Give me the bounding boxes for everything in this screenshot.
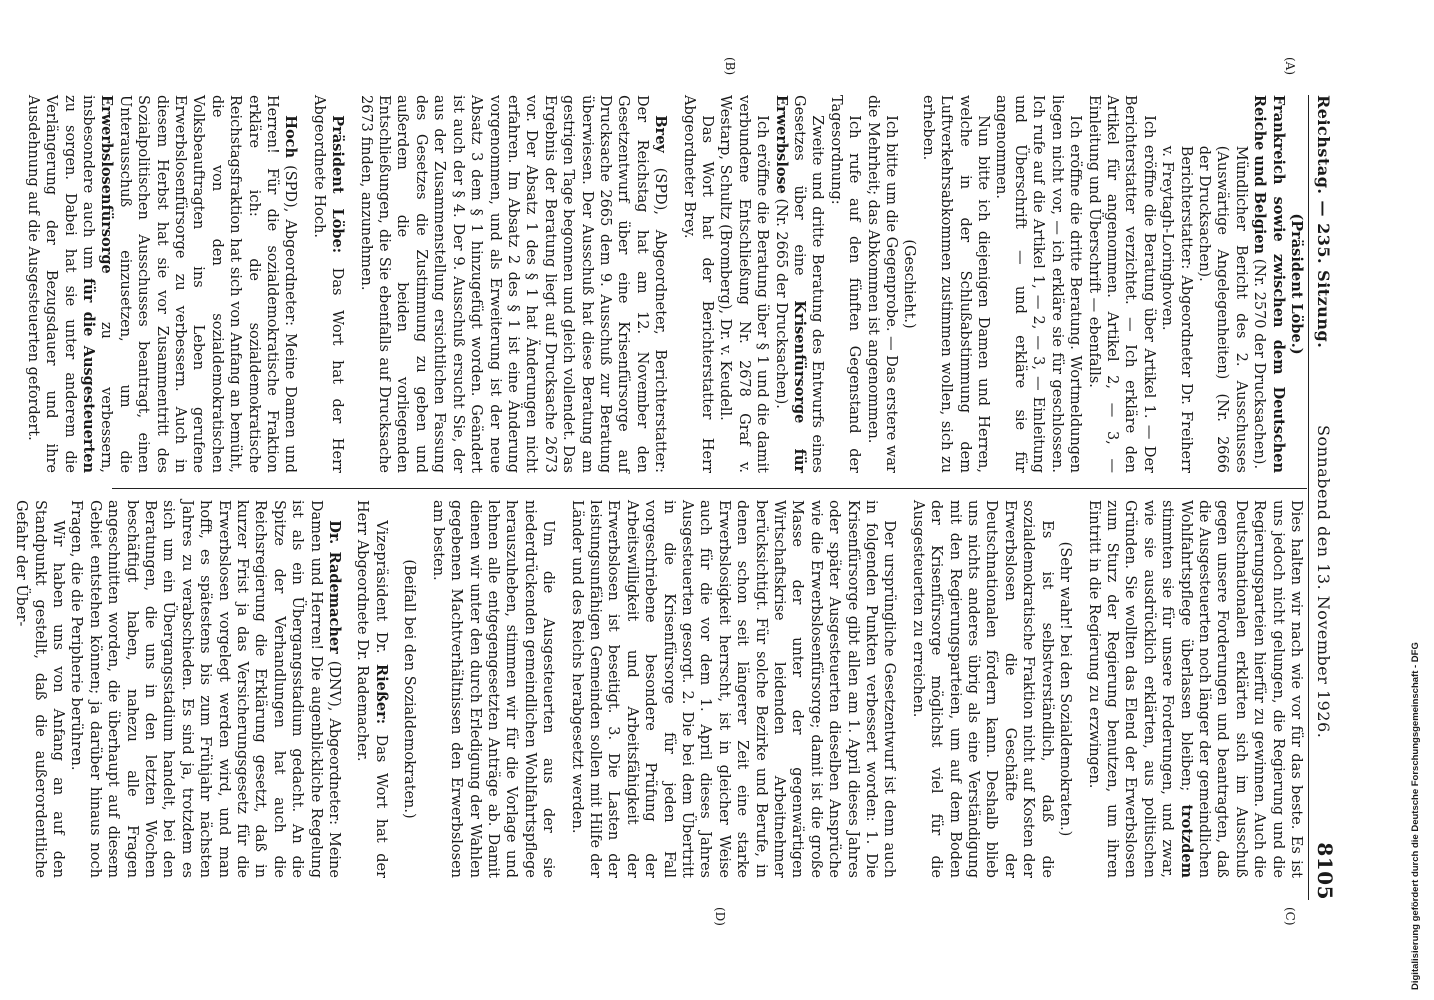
agenda-intro: Zweite und dritte Beratung des Entwurfs eines Gesetzes über eine: [791, 95, 826, 473]
paragraph: Ich rufe auf den fünften Gegenstand der Tagesordnung:: [827, 95, 863, 473]
left-column: [23, 95, 1305, 473]
paragraph: Ich eröffne die dritte Beratung. Wortmeldungen liegen nicht vor, — ich erkläre sie für geschlossen. Ich rufe auf die Artikel 1, — 2, — 3, — Einleitung und Überschrift — und erkläre sie für angenommen.: [993, 95, 1084, 473]
rotated-page: [13, 57, 1337, 926]
right-column: [12, 500, 1305, 878]
header-rule: [1308, 95, 1309, 900]
paragraph: Ich bitte um die Gegenprobe. — Das erstere war die Mehrheit; das Abkommen ist angenommen.: [864, 95, 900, 473]
agenda-ref: (Nr. 2570 der Drucksachen).: [1251, 258, 1268, 470]
emphasis: für die Ausgesteuerten: [80, 278, 97, 474]
speech-text: (SPD), Abgeordneter: Meine Damen und Herren! Für die sozialdemokratische Fraktion erkläre ich: die sozialdemokratische Reichstagsfraktion hat sich von Anfang an bemüht, die von den sozialdemokratischen Volksbeauftragten ins Leben gerufene Erwerbslosenfürsorge zu verbessern. Auch in diesem Herbst hat sie vor Zusammentritt des Sozialpolitischen Ausschusses beantragt, einen Unterausschuß einzusetzen, um die: [116, 95, 299, 474]
speech-text: Das Wort hat der Herr Abgeordnete Hoch.: [310, 95, 346, 473]
speech-text: zu sorgen. Dabei hat sie unter anderem die Verlängerung der Bezugsdauer und ihre Ausdehnung auf die Ausgesteuerten gefordert.: [24, 95, 78, 473]
header-date: Sonnabend den 13. November 1926.: [1314, 425, 1333, 739]
margin-mark-a: (A): [1283, 57, 1297, 76]
speech-text: (DNV), Abgeordneter: Meine Damen und Herren! Die augenblickliche Regelung ist als ein Übergangsstadium gedacht. An die Spitze der Verhandlungen hat auch die Reichsregierung die Erklärung gesetzt, daß in kurzer Frist ja das Versicherungsgesetz für die Erwerbslosen vorgelegt werden wird, und man hofft, es spätestens bis zum Frühjahr nächsten Jahres zu verabschieden. Es sind ja, trotzdem es sich um ein Übergangsstadium handelt, bei den Beratungen, die uns in den letzten Wochen beschäftigt haben, nahezu alle Fragen angeschnitten worden, die überhaupt auf diesem Gebiet entstehen können; ja darüber hinaus noch Fragen, die die Peripherie berühren.: [68, 500, 343, 878]
paragraph: Es ist selbstverständlich, daß die sozialdemokratische Fraktion nicht auf Kosten der Erwerbslosen die Geschäfte der Deutschnationalen fördern kann. Deshalb blieb uns nichts anderes übrig als eine Verständigung mit den Regierungsparteien, um auf dem Boden der Krisenfürsorge möglichst viel für die Ausgesteuerten zu erreichen.: [909, 500, 1055, 878]
margin-mark-b: (B): [723, 57, 737, 76]
digitization-credit: Digitalisierung gefördert durch die Deutsche Forschungsgemeinschaft - DFG: [1410, 642, 1421, 990]
speech-text: Das Wort hat der Herr Abgeordnete Dr. Rademacher.: [354, 500, 389, 879]
speech-text: stimmten sie für unsere Forderungen, und zwar, wie sie ausdrücklich erklärten, aus politischen Gründen. Sie wollten das Elend der Erwerbslosen zum Sturz der Regierung benutzen, um ihren Eintritt in die Regierung zu erzwingen.: [1085, 500, 1176, 878]
speaker-name: Brey: [652, 115, 670, 153]
speaker-name: Hoch: [282, 115, 300, 159]
agenda-bill-ref: (Nr. 2665 der Drucksachen).: [772, 198, 789, 409]
header-left: Reichstag. — 235. Sitzung.: [1314, 95, 1333, 349]
paragraph: Nun bitte ich diejenigen Damen und Herren, welche in der Schlußabstimmung dem Luftverkehrsabkommen zustimmen wollen, sich zu erheben.: [919, 95, 992, 473]
margin-mark-d: (D): [713, 907, 727, 926]
paragraph: Der ursprüngliche Gesetzentwurf ist denn auch in folgenden Punkten verbessert worden: 1. Die Krisenfürsorge gibt allen am 1. April dieses Jahres oder später Ausgesteuerten dieselben Ansprüche wie die Erwerbslosenfürsorge; damit ist die große Masse der unter der gegenwärtigen Wirtschaftskrise leidenden Arbeitnehmer berücksichtigt. Für solche Bezirke und Berufe, in denen schon seit längerer Zeit eine starke Erwerbslosigkeit herrscht, ist in gleicher Weise auch für die vor dem 1. April dieses Jahres Ausgesteuerten gesorgt. 2. Die bei dem Übertritt in die Krisenfürsorge für jeden Fall vorgeschriebene besondere Prüfung der Arbeitswilligkeit und Arbeitsfähigkeit der Erwerbslosen ist beseitigt. 3. Die Lasten der leistungsunfähigen Gemeinden sollen mit Hilfe der Länder und des Reichs herabgesetzt werden.: [568, 500, 898, 878]
rapporteur: Berichterstatter: Abgeordneter Dr. Freiherr v. Freytagh-Loringhoven.: [1159, 145, 1194, 473]
interjection: (Beifall bei den Sozialdemokraten.): [401, 559, 418, 819]
speaker-name: Rießer:: [372, 664, 390, 725]
paragraph: Um die Ausgesteuerten aus der sie niederdrückenden gemeindlichen Wohlfahrtspflege herauszuheben, stimmen wir für die Vorlage und lehnen alle entgegengesetzten Anträge ab. Damit dienen wir unter den durch Erledigung der Wahlen gegebenen Machtverhältnissen den Erwerbslosen am besten.: [429, 500, 557, 878]
paragraph: Wir haben uns von Anfang an auf den Standpunkt gestellt, daß die außerordentliche Gefahr der Über-: [13, 500, 66, 878]
speech-text: zu verbessern, insbesondere auch um: [80, 95, 115, 474]
speaker-name: Dr. Rademacher: [326, 520, 344, 654]
paragraph: Ich eröffne die Beratung über § 1 und die damit verbundene Entschließung Nr. 2678 Graf v. Westarp, Schultz (Bromberg), Dr. v. Keudell.: [717, 95, 771, 473]
speaker-tag: (Präsident Löbe.): [1288, 213, 1305, 355]
agenda-bill-title: Krisenfürsorge für Erwerbslose: [772, 95, 809, 473]
report-ref: Mündlicher Bericht des 2. Ausschusses (Auswärtige Angelegenheiten) (Nr. 2666 der Drucksachen).: [1195, 145, 1249, 473]
column-divider: [112, 488, 1307, 489]
page-number: 8105: [1313, 842, 1337, 900]
speaker-title: Vizepräsident Dr.: [372, 520, 389, 654]
interjection: (Sehr wahr! bei den Sozialdemokraten.): [1057, 541, 1074, 837]
speech-text: Dies halten wir nach wie vor für das beste. Es ist uns jedoch nicht gelungen, die Regierung und die Regierungsparteien hierfür zu gewinnen. Auch die Deutschnationalen erklärten sich im Ausschuß gegen unsere Forderungen und beantragten, daß die Ausgesteuerten noch länger der gemeindlichen Wohlfahrtspflege überlassen bleiben;: [1177, 500, 1304, 878]
emphasis: trotzdem: [1177, 804, 1195, 878]
paragraph: Das Wort hat der Berichterstatter Herr Abgeordneter Brey.: [680, 95, 715, 473]
procedural-note: (Geschieht.): [901, 239, 918, 329]
agenda-title: Frankreich sowie zwischen dem Deutschen Reiche und Belgien: [1251, 95, 1287, 473]
margin-mark-c: (C): [1283, 907, 1297, 926]
page-header: [1307, 95, 1337, 900]
paragraph: Ich eröffne die Beratung über Artikel 1. — Der Berichterstatter verzichtet. — Ich erkläre den Artikel für angenommen. Artikel 2, — 3, — Einleitung und Überschrift — ebenfalls.: [1085, 95, 1157, 473]
speaker-name: Präsident Löbe:: [329, 115, 347, 254]
speech-text: (SPD), Abgeordneter, Berichterstatter: Der Reichstag hat am 12. November den Gesetzentwurf über eine Krisenfürsorge auf Drucksache 2665 dem 9. Ausschuß zur Beratung überwiesen. Der Ausschuß hat diese Beratung am gestrigen Tage begonnen und gleich vollendet. Das Ergebnis der Beratung liegt auf Drucksache 2673 vor. Der Absatz 1 des § 1 hat Änderungen nicht erfahren. Im Absatz 2 des § 1 ist eine Änderung vorgenommen, und als Erweiterung ist der neue Absatz 3 dem § 1 hinzugefügt worden. Geändert ist auch der § 4. Der 9. Ausschuß ersucht Sie, der aus der Zusammenstellung ersichtlichen Fassung des Gesetzes die Zustimmung zu geben und außerdem die beiden vorliegenden Entschließungen, die Sie ebenfalls auf Drucksache 2673 finden, anzunehmen.: [357, 95, 669, 473]
emphasis: Erwerbslosenfürsorge: [98, 95, 116, 274]
